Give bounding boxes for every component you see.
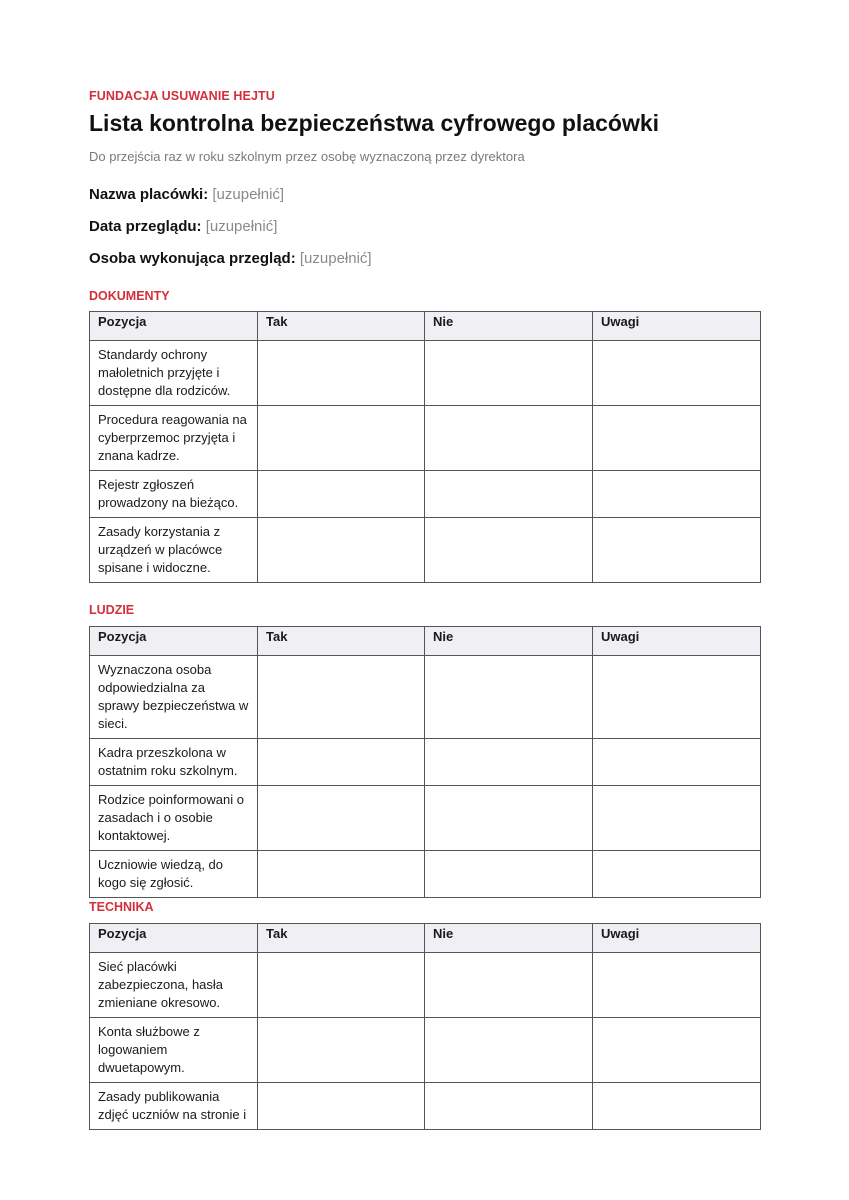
cell-no[interactable] [425, 518, 593, 583]
table-row [90, 406, 761, 471]
cell-notes[interactable] [593, 518, 761, 583]
row-item-label: Rejestr zgłoszeń prowadzony na bieżąco. [90, 471, 258, 518]
checklist-table-technology [89, 923, 761, 1130]
column-header-notes: Uwagi [593, 924, 761, 953]
section-title-technology: TECHNIKA [89, 900, 154, 914]
cell-no[interactable] [425, 953, 593, 1018]
cell-yes[interactable] [258, 341, 425, 406]
cell-notes[interactable] [593, 656, 761, 739]
field-value[interactable]: [uzupełnić] [299, 250, 372, 267]
row-item-label: Wyznaczona osoba odpowiedzialna za sprawy bezpieczeństwa w sieci. [90, 656, 258, 739]
column-header-position: Pozycja [90, 312, 258, 341]
cell-notes[interactable] [593, 953, 761, 1018]
row-item-label: Zasady korzystania z urządzeń w placówce spisane i widoczne. [90, 518, 258, 583]
table-row [90, 656, 761, 739]
column-header-no: Nie [425, 924, 593, 953]
row-item-label: Standardy ochrony małoletnich przyjęte i dostępne dla rodziców. [90, 341, 258, 406]
cell-yes[interactable] [258, 786, 425, 851]
column-header-no: Nie [425, 312, 593, 341]
row-item-label: Uczniowie wiedzą, do kogo się zgłosić. [90, 851, 258, 898]
cell-yes[interactable] [258, 471, 425, 518]
column-header-yes: Tak [258, 627, 425, 656]
cell-yes[interactable] [258, 851, 425, 898]
field-label: Data przeglądu: [89, 218, 202, 235]
row-item-label: Kadra przeszkolona w ostatnim roku szkolnym. [90, 739, 258, 786]
cell-notes[interactable] [593, 406, 761, 471]
table-row [90, 1018, 761, 1083]
column-header-notes: Uwagi [593, 627, 761, 656]
cell-yes[interactable] [258, 1018, 425, 1083]
cell-no[interactable] [425, 1018, 593, 1083]
field-value[interactable]: [uzupełnić] [205, 218, 278, 235]
column-header-position: Pozycja [90, 627, 258, 656]
table-header-row [90, 627, 761, 656]
section-title-documents: DOKUMENTY [89, 289, 170, 303]
field-label: Nazwa placówki: [89, 186, 209, 203]
row-item-label: Zasady publikowania zdjęć uczniów na stronie i [90, 1083, 258, 1130]
checklist-table-people [89, 626, 761, 898]
row-item-label: Rodzice poinformowani o zasadach i o osobie kontaktowej. [90, 786, 258, 851]
row-item-label: Procedura reagowania na cyberprzemoc przyjęta i znana kadrze. [90, 406, 258, 471]
cell-no[interactable] [425, 656, 593, 739]
cell-no[interactable] [425, 1083, 593, 1130]
table-row [90, 341, 761, 406]
field-reviewer [89, 250, 372, 267]
table-header-row [90, 924, 761, 953]
cell-notes[interactable] [593, 471, 761, 518]
table-row [90, 786, 761, 851]
cell-no[interactable] [425, 739, 593, 786]
column-header-yes: Tak [258, 312, 425, 341]
column-header-yes: Tak [258, 924, 425, 953]
document-subtitle: Do przejścia raz w roku szkolnym przez osobę wyznaczoną przez dyrektora [89, 149, 525, 164]
cell-yes[interactable] [258, 1083, 425, 1130]
field-review-date [89, 218, 277, 235]
cell-notes[interactable] [593, 786, 761, 851]
row-item-label: Konta służbowe z logowaniem dwuetapowym. [90, 1018, 258, 1083]
field-facility-name [89, 186, 284, 203]
document-title: Lista kontrolna bezpieczeństwa cyfrowego placówki [89, 110, 660, 136]
cell-no[interactable] [425, 341, 593, 406]
row-item-label: Sieć placówki zabezpieczona, hasła zmieniane okresowo. [90, 953, 258, 1018]
cell-yes[interactable] [258, 739, 425, 786]
table-row [90, 953, 761, 1018]
table-header-row [90, 312, 761, 341]
cell-no[interactable] [425, 471, 593, 518]
table-row [90, 851, 761, 898]
cell-notes[interactable] [593, 1018, 761, 1083]
cell-yes[interactable] [258, 406, 425, 471]
cell-no[interactable] [425, 406, 593, 471]
organization-name: FUNDACJA USUWANIE HEJTU [89, 89, 275, 103]
column-header-no: Nie [425, 627, 593, 656]
section-title-people: LUDZIE [89, 603, 135, 617]
cell-no[interactable] [425, 786, 593, 851]
cell-notes[interactable] [593, 851, 761, 898]
cell-no[interactable] [425, 851, 593, 898]
table-row [90, 1083, 761, 1130]
field-value[interactable]: [uzupełnić] [212, 186, 285, 203]
cell-yes[interactable] [258, 518, 425, 583]
cell-yes[interactable] [258, 953, 425, 1018]
column-header-position: Pozycja [90, 924, 258, 953]
cell-notes[interactable] [593, 1083, 761, 1130]
cell-yes[interactable] [258, 656, 425, 739]
table-row [90, 471, 761, 518]
cell-notes[interactable] [593, 341, 761, 406]
checklist-table-documents [89, 311, 761, 583]
field-label: Osoba wykonująca przegląd: [89, 250, 296, 267]
cell-notes[interactable] [593, 739, 761, 786]
table-row [90, 739, 761, 786]
table-row [90, 518, 761, 583]
column-header-notes: Uwagi [593, 312, 761, 341]
